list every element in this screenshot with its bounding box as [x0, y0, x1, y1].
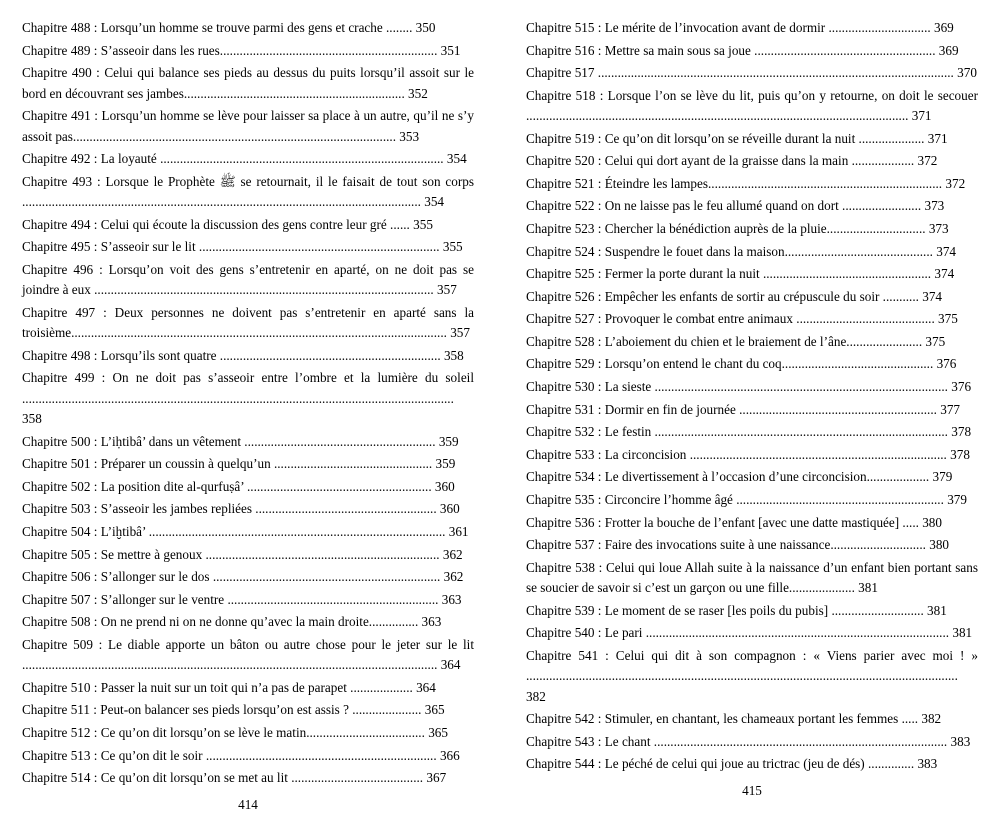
toc-entry: Chapitre 529 : Lorsqu’on entend le chant du coq.............................................. 376	[526, 356, 957, 372]
toc-entry: Chapitre 535 : Circoncire l’homme âgé ............................................................... 379	[526, 491, 967, 507]
toc-entry: Chapitre 495 : S’asseoir sur le lit ......................................................................... 355	[22, 239, 463, 255]
toc-entry: Chapitre 528 : L’aboiement du chien et le braiement de l’âne....................... 375	[526, 333, 946, 349]
page-number-footer: 415	[742, 782, 762, 798]
toc-entry: Chapitre 526 : Empêcher les enfants de sortir au crépuscule du soir ........... 374	[526, 288, 943, 304]
toc-entry: Chapitre 493 : Lorsque le Prophète ﷺ se retournait, il le faisait de tout son corps ......................................................................................................................... 354	[22, 173, 474, 210]
page-number-footer: 414	[238, 796, 258, 812]
toc-entry: Chapitre 504 : L’iḫtibâ’ .......................................................................................... 361	[22, 523, 469, 539]
toc-entry: Chapitre 537 : Faire des invocations suite à une naissance............................. 380	[526, 537, 950, 553]
toc-entry: Chapitre 524 : Suspendre le fouet dans la maison............................................. 374	[526, 243, 957, 259]
toc-entry: Chapitre 532 : Le festin ......................................................................................... 378	[526, 424, 972, 440]
toc-entry: Chapitre 516 : Mettre sa main sous sa joue ....................................................... 369	[526, 42, 959, 58]
toc-entry: Chapitre 500 : L’iḥtibâ’ dans un vêtement .......................................................... 359	[22, 433, 459, 449]
toc-entry: Chapitre 489 : S’asseoir dans les rues.................................................................. 351	[22, 42, 461, 58]
toc-entry: Chapitre 488 : Lorsqu’un homme se trouve parmi des gens et crache ........ 350	[22, 20, 436, 35]
toc-entry: Chapitre 508 : On ne prend ni on ne donne qu’avec la main droite............... 363	[22, 614, 442, 630]
toc-entry: Chapitre 525 : Fermer la porte durant la nuit ................................................... 374	[526, 266, 955, 282]
toc-entry: Chapitre 539 : Le moment de se raser [les poils du pubis] ............................ 381	[526, 602, 947, 618]
toc-entry: Chapitre 494 : Celui qui écoute la discussion des gens contre leur gré ...... 355	[22, 216, 433, 232]
toc-entry: Chapitre 541 : Celui qui dit à son compagnon : « Viens parier avec moi ! » ................................................................................................................................... 382	[526, 647, 978, 704]
toc-entry: Chapitre 520 : Celui qui dort ayant de la graisse dans la main ................... 372	[526, 153, 938, 169]
toc-entry: Chapitre 518 : Lorsque l’on se lève du lit, puis qu’on y retourne, on doit le secouer .................................................................................................................... 371	[526, 87, 978, 124]
right-page	[500, 18, 978, 798]
toc-entry: Chapitre 517 ............................................................................................................ 370	[526, 65, 977, 81]
toc-entry: Chapitre 531 : Dormir en fin de journée ............................................................ 377	[526, 401, 961, 417]
left-page	[22, 18, 500, 812]
toc-entry: Chapitre 505 : Se mettre à genoux ....................................................................... 362	[22, 546, 463, 562]
toc-entry: Chapitre 496 : Lorsqu’on voit des gens s’entretenir en aparté, on ne doit pas se joindre à eux ....................................................................................................... 357	[22, 261, 474, 298]
toc-entry: Chapitre 522 : On ne laisse pas le feu allumé quand on dort ........................ 373	[526, 198, 945, 214]
toc-entry: Chapitre 506 : S’allonger sur le dos ..................................................................... 362	[22, 569, 464, 585]
toc-entry: Chapitre 512 : Ce qu’on dit lorsqu’on se lève le matin.................................... 365	[22, 725, 448, 740]
toc-entry: Chapitre 542 : Stimuler, en chantant, les chameaux portant les femmes ..... 382	[526, 711, 942, 727]
toc-entry: Chapitre 497 : Deux personnes ne doivent pas s’entretenir en aparté sans la troisième.................................................................................................................. 357	[22, 304, 474, 341]
toc-entry: Chapitre 499 : On ne doit pas s’asseoir entre l’ombre et la lumière du soleil ................................................................................................................................... 358	[22, 370, 474, 427]
toc-entry: Chapitre 498 : Lorsqu’ils sont quatre ................................................................... 358	[22, 347, 464, 363]
toc-entry: Chapitre 514 : Ce qu’on dit lorsqu’on se met au lit ........................................ 367	[22, 770, 447, 786]
toc-entry: Chapitre 540 : Le pari ............................................................................................ 381	[526, 625, 973, 641]
toc-entry: Chapitre 490 : Celui qui balance ses pieds au dessus du puits lorsqu’il assoit sur le bord en découvrant ses jambes................................................................... 352	[22, 65, 474, 101]
toc-entry: Chapitre 530 : La sieste ......................................................................................... 376	[526, 379, 972, 395]
toc-entry: Chapitre 491 : Lorsqu’un homme se lève pour laisser sa place à un autre, qu’il ne s’y assoit pas.................................................................................................. 353	[22, 108, 474, 144]
toc-entry: Chapitre 511 : Peut-on balancer ses pieds lorsqu’on est assis ? ..................... 365	[22, 702, 445, 718]
toc-entry: Chapitre 519 : Ce qu’on dit lorsqu’on se réveille durant la nuit .................... 371	[526, 130, 948, 146]
toc-entry: Chapitre 543 : Le chant ......................................................................................... 383	[526, 733, 971, 749]
toc-entry: Chapitre 515 : Le mérite de l’invocation avant de dormir ............................... 369	[526, 20, 954, 35]
toc-entry: Chapitre 502 : La position dite al-qurfuṣâ’ ........................................................ 360	[22, 478, 455, 494]
toc-entry: Chapitre 536 : Frotter la bouche de l’enfant [avec une datte mastiquée] ..... 380	[526, 514, 942, 530]
toc-entry: Chapitre 544 : Le péché de celui qui joue au trictrac (jeu de dés) .............. 383	[526, 756, 938, 772]
toc-entry: Chapitre 501 : Préparer un coussin à quelqu’un ................................................ 359	[22, 456, 456, 472]
toc-entry: Chapitre 507 : S’allonger sur le ventre ................................................................ 363	[22, 591, 462, 607]
toc-entry: Chapitre 510 : Passer la nuit sur un toit qui n’a pas de parapet ................... 364	[22, 679, 436, 695]
toc-entry: Chapitre 492 : La loyauté ...................................................................................... 354	[22, 151, 467, 167]
toc-entry: Chapitre 538 : Celui qui loue Allah suite à la naissance d’un enfant bien portant sans se soucier de savoir si c’est un garçon ou une fille.................... 381	[526, 559, 978, 596]
toc-entry: Chapitre 523 : Chercher la bénédiction auprès de la pluie.............................. 373	[526, 221, 949, 237]
toc-entry: Chapitre 521 : Éteindre les lampes....................................................................... 372	[526, 175, 966, 191]
toc-entry: Chapitre 527 : Provoquer le combat entre animaux .......................................... 375	[526, 311, 958, 327]
toc-entry: Chapitre 503 : S’asseoir les jambes repliées ....................................................... 360	[22, 501, 460, 517]
toc-entry: Chapitre 534 : Le divertissement à l’occasion d’une circoncision................... 379	[526, 469, 953, 485]
toc-entry: Chapitre 513 : Ce qu’on dit le soir ...................................................................... 366	[22, 747, 460, 763]
toc-list-right	[526, 18, 978, 777]
toc-list-left	[22, 18, 474, 791]
toc-entry: Chapitre 533 : La circoncision .............................................................................. 378	[526, 446, 970, 462]
toc-entry: Chapitre 509 : Le diable apporte un bâton ou autre chose pour le jeter sur le lit .............................................................................................................................. 364	[22, 636, 474, 673]
